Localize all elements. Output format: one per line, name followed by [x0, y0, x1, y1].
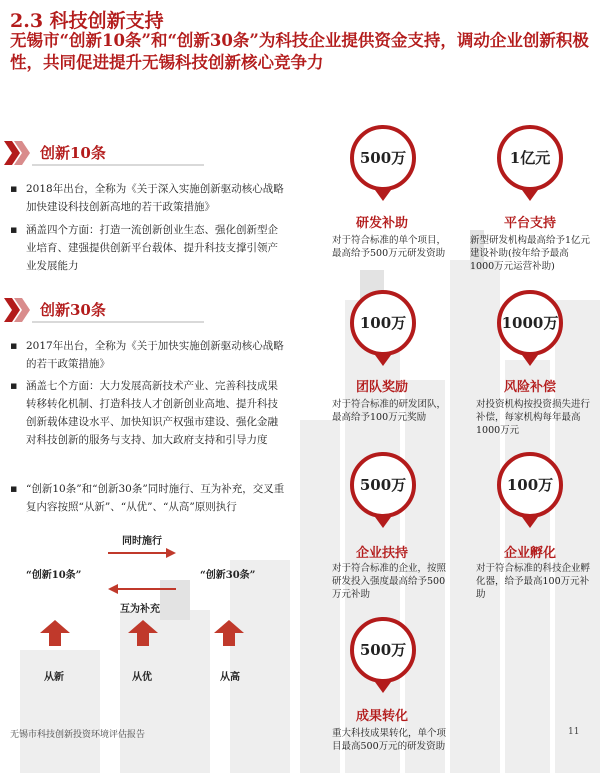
- pin-tip: [375, 355, 391, 366]
- bullet-item: [10, 180, 285, 216]
- diagram-policy-30: “创新30条”: [200, 570, 256, 581]
- bullet-text: “创新10条”和“创新30条”同时施行、互为补充，交叉重复内容按照“从新”、“从优”、“从高”原则执行: [26, 483, 285, 513]
- diagram-label-simultaneous: 同时施行: [122, 536, 162, 547]
- section-title: 2.3 科技创新支持: [10, 10, 164, 32]
- amount-circle: 500万: [350, 452, 416, 518]
- card-description: 对于符合标准的研发团队，最高给予100万元奖励: [332, 399, 447, 423]
- double-chevron-icon: [4, 298, 30, 322]
- amount-circle: 1000万: [497, 290, 563, 356]
- pin-tip: [375, 517, 391, 528]
- heading-innovation-10: [4, 140, 204, 166]
- card-title: 风险补偿: [503, 380, 556, 395]
- card-title: 研发补助: [355, 216, 408, 231]
- bullet-item: [10, 221, 285, 275]
- pin-tip: [375, 190, 391, 201]
- card-description: 对于符合标准的企业，按照研发投入强度最高给予500万元补助: [332, 563, 447, 600]
- bullet-dot: ▪: [10, 482, 18, 495]
- bullet-dot: ▪: [10, 182, 18, 195]
- up-arrow-icon: [128, 620, 158, 646]
- pin-tip: [375, 682, 391, 693]
- principle-newest: 从新: [44, 672, 64, 683]
- card-description: 对投资机构按投资损失进行补偿，每家机构每年最高1000万元: [476, 399, 591, 436]
- principle-best: 从优: [132, 672, 152, 683]
- page-number: 11: [568, 727, 580, 737]
- bullet-dot: ▪: [10, 339, 18, 352]
- card-title: 平台支持: [503, 216, 556, 231]
- amount-circle: 100万: [350, 290, 416, 356]
- section-subtitle: 无锡市“创新10条”和“创新30条”为科技企业提供资金支持，调动企业创新积极性，共同促进提升无锡科技创新核心竞争力: [10, 31, 589, 72]
- heading-underline: [32, 164, 204, 166]
- amount-circle: 500万: [350, 617, 416, 683]
- bullet-dot: ▪: [10, 379, 18, 392]
- bullet-item: [10, 480, 285, 534]
- card-description: 对于符合标准的单个项目，最高给予500万元研发资助: [332, 235, 447, 259]
- heading-underline: [32, 321, 204, 323]
- arrow-left-icon: [108, 584, 176, 594]
- heading-label: 创新10条: [40, 144, 106, 162]
- arrow-right-icon: [108, 548, 176, 558]
- heading-label: 创新30条: [40, 301, 106, 319]
- amount-circle: 1亿元: [497, 125, 563, 191]
- up-arrow-icon: [40, 620, 70, 646]
- amount-circle: 100万: [497, 452, 563, 518]
- double-chevron-icon: [4, 141, 30, 165]
- card-title: 企业孵化: [503, 546, 556, 561]
- card-description: 重大科技成果转化，单个项目最高500万元的研发资助: [332, 728, 447, 752]
- pin-tip: [522, 517, 538, 528]
- pin-tip: [522, 190, 538, 201]
- bullet-text: 2017年出台，全称为《关于加快实施创新驱动核心战略的若干政策措施》: [26, 340, 284, 370]
- bullet-text: 涵盖四个方面：打造一流创新创业生态、强化创新型企业培育、建强提供创新平台载体、提升科技支撑引领产业发展能力: [26, 224, 278, 272]
- bullet-text: 涵盖七个方面：大力发展高新技术产业、完善科技成果转移转化机制、打造科技人才创新创业高地、提升科技创新载体建设水平、加快知识产权强市建设、强化金融对科技创新的服务与支持、加大政府支持和引导力度: [26, 380, 278, 446]
- card-description: 对于符合标准的科技企业孵化器，给予最高100万元补助: [476, 563, 591, 600]
- card-title: 团队奖励: [355, 380, 408, 395]
- principle-highest: 从高: [220, 672, 240, 683]
- up-arrow-icon: [214, 620, 244, 646]
- card-title: 成果转化: [355, 709, 408, 724]
- diagram-policy-10: “创新10条”: [26, 570, 82, 581]
- bullet-text: 2018年出台，全称为《关于深入实施创新驱动核心战略加快建设科技创新高地的若干政策措施》: [26, 183, 284, 213]
- bullet-item: [10, 377, 285, 467]
- footer-report-name: 无锡市科技创新投资环境评估报告: [10, 730, 146, 740]
- bullet-dot: ▪: [10, 223, 18, 236]
- bullet-item: [10, 337, 285, 373]
- pin-tip: [522, 355, 538, 366]
- card-description: 新型研发机构最高给予1亿元建设补助(按年给予最高1000万元运营补助): [470, 235, 591, 272]
- card-title: 企业扶持: [355, 546, 408, 561]
- diagram-label-complementary: 互为补充: [120, 604, 160, 615]
- amount-circle: 500万: [350, 125, 416, 191]
- heading-innovation-30: [4, 297, 204, 323]
